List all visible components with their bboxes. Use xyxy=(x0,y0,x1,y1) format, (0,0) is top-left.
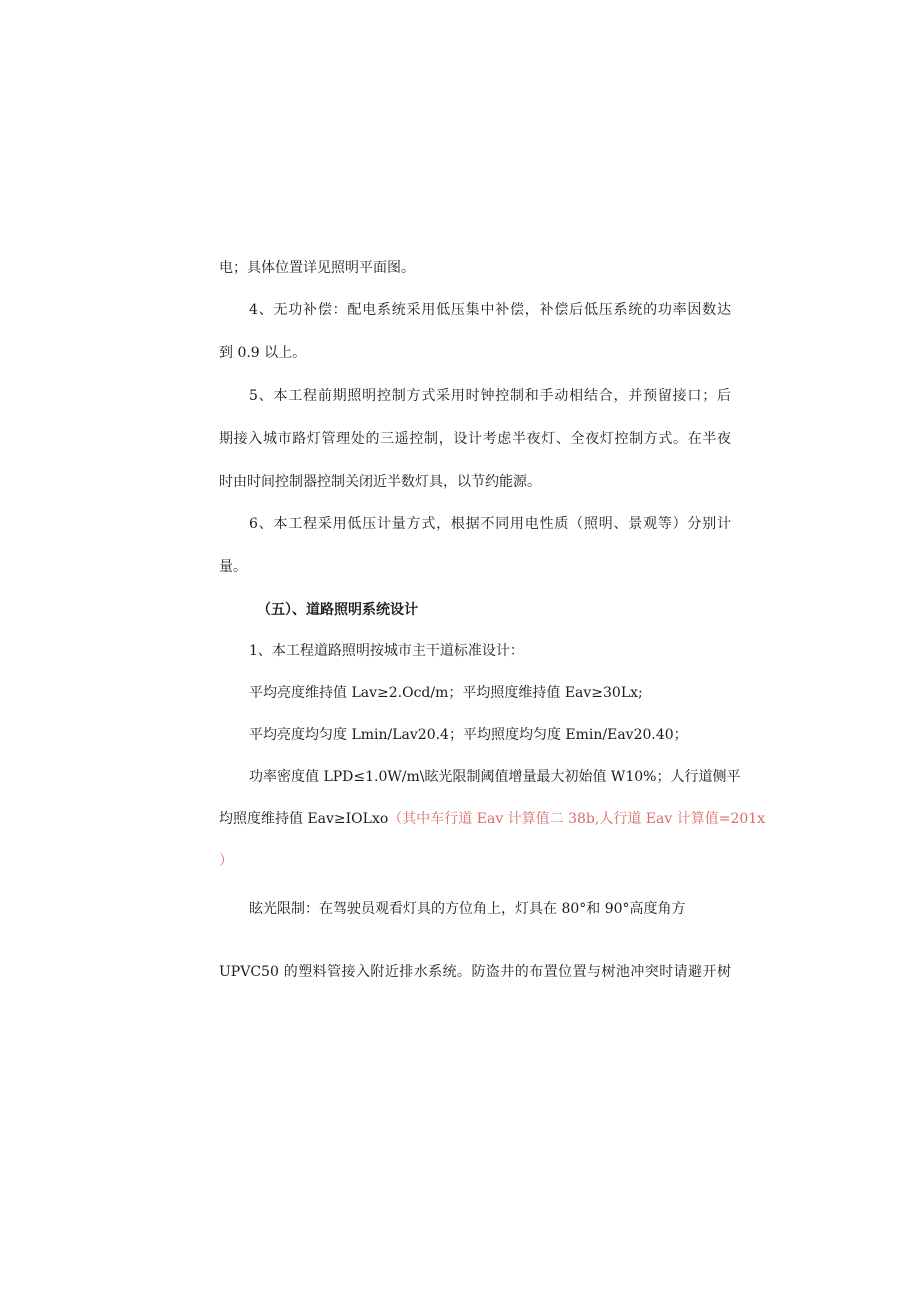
paragraph-line: 6、本工程采用低压计量方式，根据不同用电性质（照明、景观等）分别计 xyxy=(249,516,731,532)
paragraph-line: 时由时间控制器控制关闭近半数灯具，以节约能源。 xyxy=(219,474,541,490)
paragraph-line: 4、无功补偿：配电系统采用低压集中补偿，补偿后低压系统的功率因数达 xyxy=(249,302,731,318)
paragraph-line: 平均亮度维持值 Lav≥2.Ocd/m；平均照度维持值 Eav≥30Lx; xyxy=(249,685,643,701)
paragraph-line: 电；具体位置详见照明平面图。 xyxy=(219,260,415,276)
paragraph-line: 到 0.9 以上。 xyxy=(219,345,307,361)
section-heading: （五）、道路照明系统设计 xyxy=(257,602,418,618)
paragraph-line: 眩光限制：在驾驶员观看灯具的方位角上，灯具在 80°和 90°高度角方 xyxy=(249,901,686,917)
paragraph-line: 1、本工程道路照明按城市主干道标准设计： xyxy=(249,643,524,659)
paragraph-line xyxy=(219,809,766,829)
paragraph-line: 量。 xyxy=(219,559,247,575)
paragraph-line: 功率密度值 LPD≤1.0W/m\眩光限制阈值增量最大初始值 W10%；人行道侧平 xyxy=(249,769,741,785)
paragraph-line: UPVC50 的塑料管接入附近排水系统。防盗井的布置位置与树池冲突时请避开树 xyxy=(219,964,731,980)
paragraph-text: 均照度维持值 Eav≥IOLxo xyxy=(219,811,389,827)
annotation-text: （其中车行道 Eav 计算值二 38b,人行道 Eav 计算值=201x xyxy=(388,811,766,827)
paragraph-line: 5、本工程前期照明控制方式采用时钟控制和手动相结合，并预留接口；后 xyxy=(249,388,731,404)
paragraph-line: 期接入城市路灯管理处的三遥控制，设计考虑半夜灯、全夜灯控制方式。在半夜 xyxy=(219,431,731,447)
annotation-text: ） xyxy=(219,853,233,869)
paragraph-line: 平均亮度均匀度 Lmin/Lav20.4；平均照度均匀度 Emin/Eav20.40； xyxy=(249,727,688,743)
